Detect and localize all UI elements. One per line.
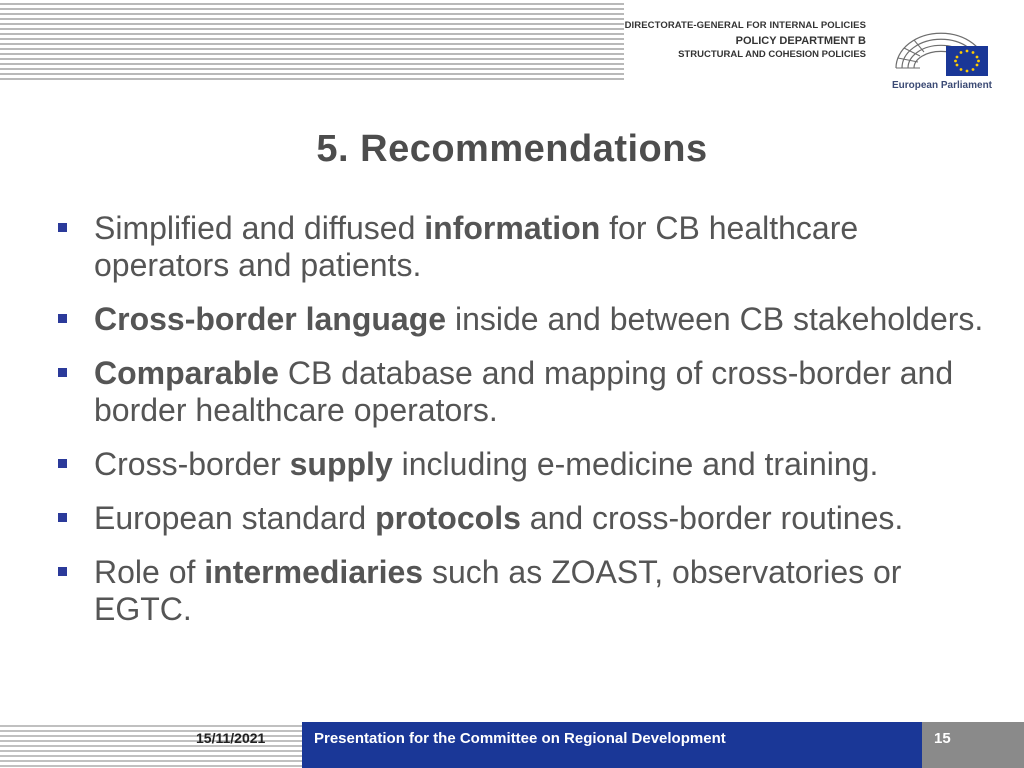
footer-presentation-title: Presentation for the Committee on Regional Development	[314, 730, 726, 747]
square-bullet-icon	[58, 368, 67, 377]
directorate-block	[625, 20, 866, 60]
square-bullet-icon	[58, 567, 67, 576]
recommendations-list	[56, 210, 986, 645]
page-number-box	[922, 722, 1024, 768]
square-bullet-icon	[58, 459, 67, 468]
footer-date: 15/11/2021	[196, 730, 266, 746]
european-parliament-label: European Parliament	[891, 80, 993, 91]
header-stripes	[0, 0, 624, 82]
square-bullet-icon	[58, 513, 67, 522]
slide-title: 5. Recommendations	[316, 128, 708, 170]
bullet-item: Cross-border language inside and between CB stakeholders.	[56, 301, 986, 338]
bullet-item: Role of intermediaries such as ZOAST, observatories or EGTC.	[56, 554, 986, 628]
bullet-item: Simplified and diffused information for CB healthcare operators and patients.	[56, 210, 986, 284]
directorate-label: DIRECTORATE-GENERAL FOR INTERNAL POLICIES	[624, 20, 866, 31]
footer-bar	[0, 722, 1024, 768]
bullet-item: European standard protocols and cross-border routines.	[56, 500, 986, 537]
policies-label: STRUCTURAL AND COHESION POLICIES	[678, 49, 866, 60]
bullet-item: Cross-border supply including e-medicine and training.	[56, 446, 986, 483]
department-label: POLICY DEPARTMENT B	[735, 35, 866, 47]
square-bullet-icon	[58, 314, 67, 323]
footer-title-band	[302, 722, 922, 768]
bullet-item: Comparable CB database and mapping of cross-border and border healthcare operators.	[56, 355, 986, 429]
square-bullet-icon	[58, 223, 67, 232]
page-number: 15	[934, 730, 951, 747]
